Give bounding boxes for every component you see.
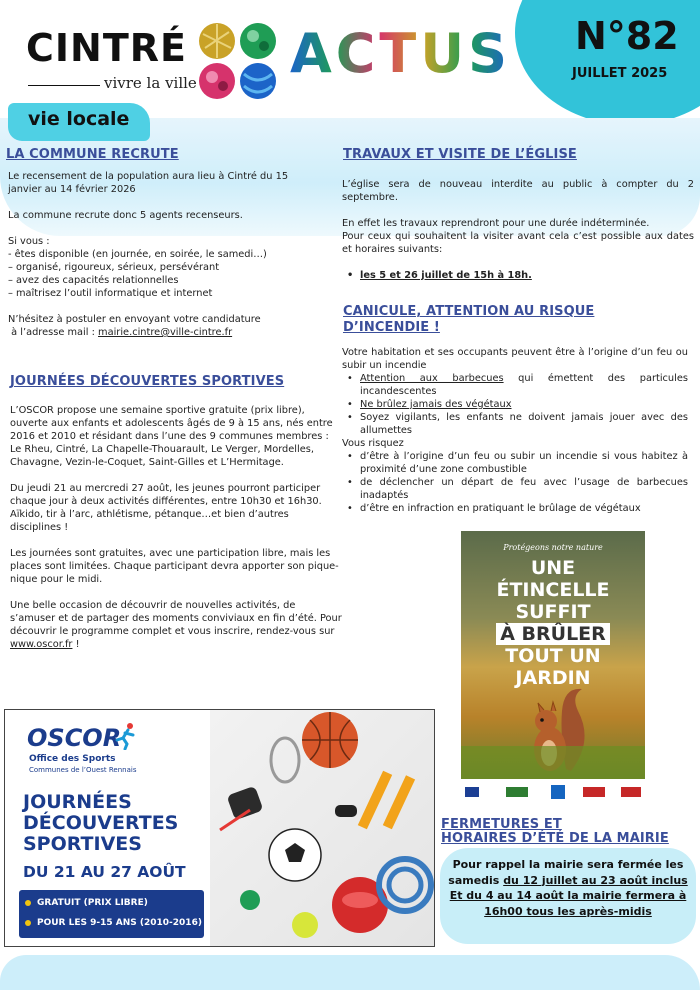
canicule-title	[343, 304, 594, 336]
poster-grass	[461, 746, 645, 779]
canicule-advice	[342, 372, 688, 398]
canicule-title-l2: D’INCENDIE !	[343, 320, 440, 335]
mairie-t1-underlined: du 12 juillet au 23 août inclus	[503, 873, 688, 887]
recrute-body	[8, 170, 308, 339]
oscor-title-l3: SPORTIVES	[23, 833, 142, 855]
canicule-advice-rest: Soyez vigilants, les enfants ne doivent jamais jouer avec des allumettes	[360, 412, 688, 436]
logo-tagline: vivre la ville	[104, 74, 197, 92]
oscor-logo: OSCOR	[27, 724, 122, 752]
actus-title	[290, 22, 511, 85]
section-tab-label: vie locale	[28, 108, 130, 130]
sport-title: JOURNÉES DÉCOUVERTES SPORTIVES	[10, 374, 285, 389]
canicule-risk-list	[342, 450, 688, 515]
mairie-t2-underlined: Et du 4 au 14 août la mairie fermera à 16h00 tous les après-midis	[449, 889, 687, 918]
canicule-intro: Votre habitation et ses occupants peuvent être à l’origine d’un feu ou subir un incendie	[342, 347, 688, 371]
mairie-t1	[440, 857, 696, 888]
mairie-info-text	[440, 857, 696, 919]
logo-cintre: CINTRÉ	[26, 26, 187, 70]
poster-l6: JARDIN	[515, 667, 591, 689]
oscor-title-l2: DÉCOUVERTES	[23, 812, 179, 834]
sports-balls-icon	[210, 710, 435, 946]
canicule-advice	[342, 411, 688, 437]
poster-l5: TOUT UN	[505, 645, 601, 667]
canicule-advice	[342, 398, 688, 411]
footer-splash	[0, 955, 700, 990]
recrute-p3a: N’hésitez à postuler en envoyant votre candidature	[8, 314, 261, 325]
email-link[interactable]: mairie.cintre@ville-cintre.fr	[98, 327, 233, 338]
poster-l3: SUFFIT	[515, 601, 591, 623]
oscor-sub2: Communes de l’Ouest Rennais	[29, 766, 137, 774]
canicule-risk: • d’être à l’origine d’un feu ou subir un incendie si vous habitez à proximité d’une zone combustible	[342, 450, 688, 476]
mairie-title-l2: HORAIRES D’ÉTÉ DE LA MAIRIE	[441, 831, 669, 846]
recrute-item: – maîtrisez l’outil informatique et internet	[8, 288, 213, 299]
mairie-title-l1: FERMETURES ET	[441, 817, 562, 832]
sport-p4-end: !	[72, 639, 80, 650]
logo-dots-icon	[198, 22, 278, 100]
recrute-intro: Si vous :	[8, 236, 50, 247]
actus-word: ACTUS	[290, 22, 511, 85]
canicule-risk: • d’être en infraction en pratiquant le brûlage de végétaux	[342, 502, 688, 515]
recrute-item: - êtes disponible (en journée, en soirée, le samedi…)	[8, 249, 267, 260]
issue-date: JUILLET 2025	[572, 66, 668, 81]
oscor-banner-left	[5, 710, 210, 946]
recrute-p1: Le recensement de la population aura lieu à Cintré du 15 janvier au 14 février 2026	[8, 171, 289, 195]
fire-prevention-poster	[461, 531, 645, 779]
poster-title	[461, 557, 645, 689]
oscor-bullet-1: GRATUIT (PRIX LIBRE)	[37, 898, 148, 908]
eglise-p2: En effet les travaux reprendront pour une durée indéterminée.	[342, 218, 650, 229]
oscor-bullet-2: POUR LES 9-15 ANS (2010-2016)	[37, 918, 202, 928]
recrute-p3b	[8, 326, 308, 339]
canicule-risk: • de déclencher un départ de feu avec l’usage de barbecues inadaptés	[342, 476, 688, 502]
sport-p4	[10, 599, 342, 651]
runner-icon	[113, 722, 139, 750]
partner-logos-icon	[461, 779, 645, 805]
poster-partner-logos	[461, 779, 645, 805]
mairie-t1-text: Pour rappel la mairie sera fermée les samedis	[448, 858, 684, 887]
recrute-p3b-text: à l’adresse mail :	[11, 327, 95, 338]
oscor-date: DU 21 AU 27 AOÛT	[23, 863, 186, 881]
eglise-date-text: les 5 et 26 juillet de 15h à 18h.	[360, 270, 532, 281]
poster-l2: ÉTINCELLE	[496, 579, 610, 601]
sport-p3: Les journées sont gratuites, avec une participation libre, mais les places sont limitées. Chaque participant devra apporter son pique-nique pour le midi.	[10, 548, 339, 585]
logo-rule	[28, 85, 100, 86]
oscor-link[interactable]: www.oscor.fr	[10, 639, 73, 650]
canicule-advice-list	[342, 372, 688, 437]
eglise-body	[342, 178, 694, 282]
canicule-body	[342, 346, 688, 515]
issue-number: N°82	[575, 14, 679, 58]
poster-l1: UNE	[530, 557, 576, 579]
eglise-date-item	[342, 269, 694, 282]
mairie-title	[441, 818, 669, 846]
canicule-title-l1: CANICULE, ATTENTION AU RISQUE	[343, 304, 595, 319]
poster-subtitle: Protégeons notre nature	[503, 543, 603, 552]
mairie-t2	[440, 888, 696, 919]
recrute-title: LA COMMUNE RECRUTE	[6, 147, 179, 162]
canicule-advice-u: Attention aux barbecues	[360, 373, 504, 384]
sports-equipment-image	[210, 710, 435, 946]
eglise-dates	[342, 269, 694, 282]
canicule-advice-u: Ne brûlez jamais des végétaux	[360, 399, 512, 410]
eglise-p1: L’église sera de nouveau interdite au public à compter du 2 septembre.	[342, 179, 694, 203]
canicule-advice-rest: qui émettent des particules incandescentes	[360, 373, 688, 397]
oscor-banner	[4, 709, 435, 947]
oscor-title-l1: JOURNÉES	[23, 791, 132, 813]
recrute-item: – organisé, rigoureux, sérieux, persévérant	[8, 262, 220, 273]
sport-body	[10, 404, 342, 651]
oscor-sub1: Office des Sports	[29, 754, 116, 764]
sport-p4-text: Une belle occasion de découvrir de nouvelles activités, de s’amuser et de partager des moments conviviaux en fin d’été. Pour découvrir le programme complet et vous inscrire, rendez-vous sur	[10, 600, 342, 637]
eglise-p3: Pour ceux qui souhaitent la visiter avant cela c’est possible aux dates et horaires suivants:	[342, 231, 694, 255]
oscor-title	[23, 792, 178, 855]
canicule-risk-intro: Vous risquez	[342, 438, 404, 449]
sport-p2: Du jeudi 21 au mercredi 27 août, les jeunes pourront participer chaque jour à deux activités différentes, entre 10h30 et 16h30. Aïkido, tir à l’arc, athlétisme, pétanque…et bien d’autres disciplines !	[10, 483, 322, 533]
sport-p1: L’OSCOR propose une semaine sportive gratuite (prix libre), ouverte aux enfants et adolescents âgés de 9 à 15 ans, nés entre 2016 et 2010 et résidant dans l’une des 9 communes membres : Le Rheu, Cintré, La Chapelle-Thouarault, Le Verger, Mordelles, Chavagne, Vezin-le-Coquet, Saint-Gilles et L’Hermitage.	[10, 405, 333, 468]
eglise-title: TRAVAUX ET VISITE DE L’ÉGLISE	[343, 147, 577, 162]
recrute-p2: La commune recrute donc 5 agents recenseurs.	[8, 210, 243, 221]
recrute-item: – avez des capacités relationnelles	[8, 275, 179, 286]
poster-l4: À BRÛLER	[496, 623, 610, 645]
